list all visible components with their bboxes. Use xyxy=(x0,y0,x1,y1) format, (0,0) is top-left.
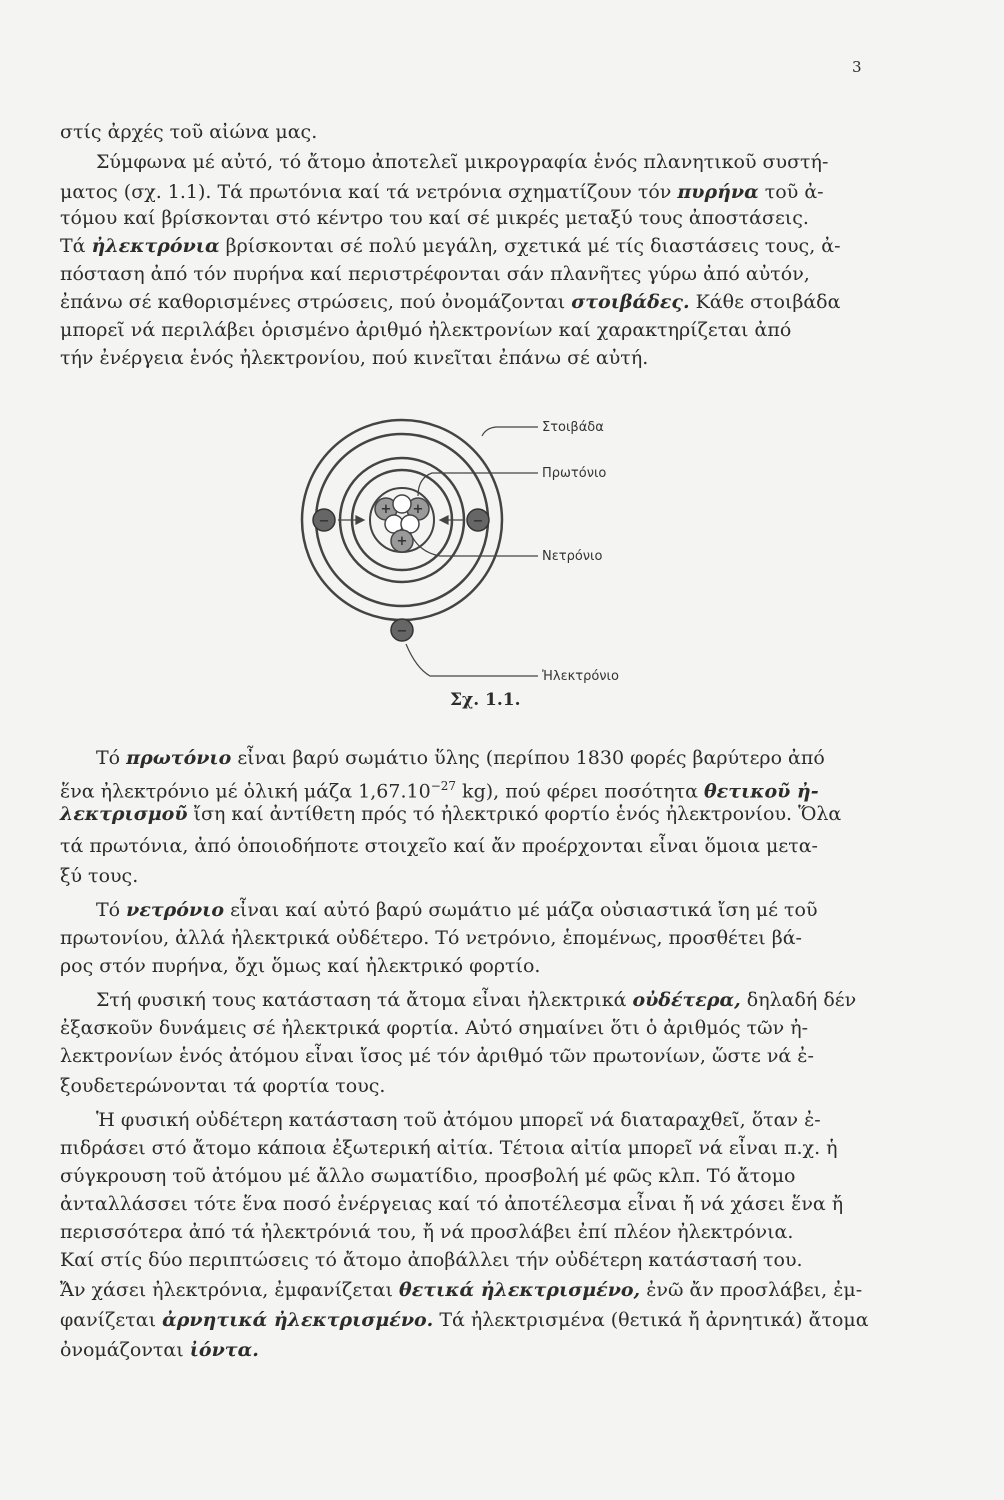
para4-line1: Στή φυσική τους κατάσταση τά ἄτομα εἶναι ἠλεκτρικά οὐδέτερα, δηλαδή δέν xyxy=(96,989,857,1011)
para3-line2: πρωτονίου, ἀλλά ἠλεκτρικά οὐδέτερο. Τό νετρόνιο, ἑπομένως, προσθέτει βά- xyxy=(60,927,802,949)
term-positively-charged: θετικά ἠλεκτρισμένο, xyxy=(399,1279,641,1301)
label-electron: Ἠλεκτρόνιο xyxy=(542,669,619,684)
para1-line7: ἐπάνω σέ καθορισμένες στρώσεις, πού ὀνομάζονται στοιβάδες. Κάθε στοιβάδα xyxy=(60,291,841,313)
label-proton: Πρωτόνιο xyxy=(542,466,607,481)
term-negatively-charged: ἀρνητικά ἠλεκτρισμένο. xyxy=(162,1309,434,1331)
para1-line4: τόμου καί βρίσκονται στό κέντρο του καί σέ μικρές μεταξύ τους ἀποστάσεις. xyxy=(60,207,809,229)
para2-line5: ξύ τους. xyxy=(60,865,139,887)
para2-line1: Τό πρωτόνιο εἶναι βαρύ σωμάτιο ὕλης (περίπου 1830 φορές βαρύτερο ἀπό xyxy=(96,747,825,769)
para5-line8: φανίζεται ἀρνητικά ἠλεκτρισμένο. Τά ἠλεκτρισμένα (θετικά ἤ ἀρνητικά) ἄτομα xyxy=(60,1309,869,1331)
para1-line2: Σύμφωνα μέ αὐτό, τό ἄτομο ἀποτελεῖ μικρογραφία ἑνός πλανητικοῦ συστή- xyxy=(96,151,829,173)
term-proton: πρωτόνιο xyxy=(126,747,232,769)
term-neutron: νετρόνιο xyxy=(126,899,225,921)
plus-sign: + xyxy=(412,502,424,517)
label-shell: Στοιβάδα xyxy=(542,420,604,435)
para4-line3: λεκτρονίων ἑνός ἀτόμου εἶναι ἴσος μέ τόν ἀριθμό τῶν πρωτονίων, ὥστε νά ἐ- xyxy=(60,1045,814,1067)
para5-line3: σύγκρουση τοῦ ἀτόμου μέ ἄλλο σωματίδιο, προσβολή μέ φῶς κλπ. Τό ἄτομο xyxy=(60,1165,796,1187)
figure-caption: Σχ. 1.1. xyxy=(450,690,521,710)
para1-line6: πόσταση ἀπό τόν πυρήνα καί περιστρέφονται σάν πλανῆτες γύρω ἀπό αὐτόν, xyxy=(60,263,810,285)
svg-text:−: − xyxy=(472,514,484,529)
term-ions: ἰόντα. xyxy=(189,1339,259,1361)
para1-line8: μπορεῖ νά περιλάβει ὁρισμένο ἀριθμό ἠλεκτρονίων καί χαρακτηρίζεται ἀπό xyxy=(60,319,792,341)
para5-line4: ἀνταλλάσσει τότε ἕνα ποσό ἐνέργειας καί τό ἀποτέλεσμα εἶναι ἤ νά χάσει ἕνα ἤ xyxy=(60,1193,844,1215)
term-electrons: ἠλεκτρόνια xyxy=(91,235,220,257)
para2-line4: τά πρωτόνια, ἀπό ὁποιοδήποτε στοιχεῖο καί ἄν προέρχονται εἶναι ὅμοια μετα- xyxy=(60,835,818,857)
plus-sign: + xyxy=(380,502,392,517)
para1-line9: τήν ἐνέργεια ἑνός ἠλεκτρονίου, πού κινεῖται ἐπάνω σέ αὐτή. xyxy=(60,347,649,369)
term-positive-charge: θετικοῦ ἠ- xyxy=(704,780,819,803)
para5-line5: περισσότερα ἀπό τά ἠλεκτρόνιά του, ἤ νά προσλάβει ἐπί πλέον ἠλεκτρόνια. xyxy=(60,1221,794,1243)
para1-line5: Τά ἠλεκτρόνια βρίσκονται σέ πολύ μεγάλη, σχετικά μέ τίς διαστάσεις τους, ἀ- xyxy=(60,235,841,257)
atom-diagram xyxy=(290,400,690,700)
para3-line1: Τό νετρόνιο εἶναι καί αὐτό βαρύ σωμάτιο μέ μάζα οὐσιαστικά ἴση μέ τοῦ xyxy=(96,899,818,921)
para5-line7: Ἄν χάσει ἠλεκτρόνια, ἐμφανίζεται θετικά ἠλεκτρισμένο, ἐνῶ ἄν προσλάβει, ἐμ- xyxy=(60,1279,863,1301)
label-neutron: Νετρόνιο xyxy=(542,549,603,564)
page-number: 3 xyxy=(852,58,862,76)
plus-sign: + xyxy=(396,534,408,549)
para1-line3: ματος (σχ. 1.1). Τά πρωτόνια καί τά νετρόνια σχηματίζουν τόν πυρήνα τοῦ ἀ- xyxy=(60,181,824,203)
para1-line1: στίς ἀρχές τοῦ αἰώνα μας. xyxy=(60,121,318,143)
para5-line9: ὀνομάζονται ἰόντα. xyxy=(60,1339,259,1361)
term-nucleus: πυρήνα xyxy=(677,181,759,203)
para4-line4: ξουδετερώνονται τά φορτία τους. xyxy=(60,1075,386,1097)
para2-line2: ἕνα ἠλεκτρόνιο μέ ὁλική μάζα $1,67.10^{-27}$ kg), πού φέρει ποσότητα θετικοῦ ἠ- xyxy=(60,779,819,803)
term-shells: στοιβάδες. xyxy=(571,291,690,313)
leader-electron xyxy=(406,644,538,676)
term-neutral: οὐδέτερα, xyxy=(632,989,741,1011)
leader-shell xyxy=(482,427,538,436)
para5-line6: Καί στίς δύο περιπτώσεις τό ἄτομο ἀποβάλλει τήν οὐδέτερη κατάστασή του. xyxy=(60,1249,803,1271)
para2-line3: λεκτρισμοῦ ἴση καί ἀντίθετη πρός τό ἠλεκτρικό φορτίο ἑνός ἠλεκτρονίου. Ὅλα xyxy=(60,803,842,825)
para5-line2: πιδράσει στό ἄτομο κάποια ἐξωτερική αἰτία. Τέτοια αἰτία μπορεῖ νά εἶναι π.χ. ἡ xyxy=(60,1137,838,1159)
svg-text:−: − xyxy=(318,514,330,529)
para4-line2: ἐξασκοῦν δυνάμεις σέ ἠλεκτρικά φορτία. Αὐτό σημαίνει ὅτι ὁ ἀριθμός τῶν ἠ- xyxy=(60,1017,809,1039)
neutron-1 xyxy=(393,495,411,513)
svg-text:−: − xyxy=(396,624,408,639)
para3-line3: ρος στόν πυρήνα, ὄχι ὅμως καί ἠλεκτρικό φορτίο. xyxy=(60,955,541,977)
para5-line1: Ἡ φυσική οὐδέτερη κατάσταση τοῦ ἀτόμου μπορεῖ νά διαταραχθεῖ, ὅταν ἐ- xyxy=(96,1109,821,1131)
